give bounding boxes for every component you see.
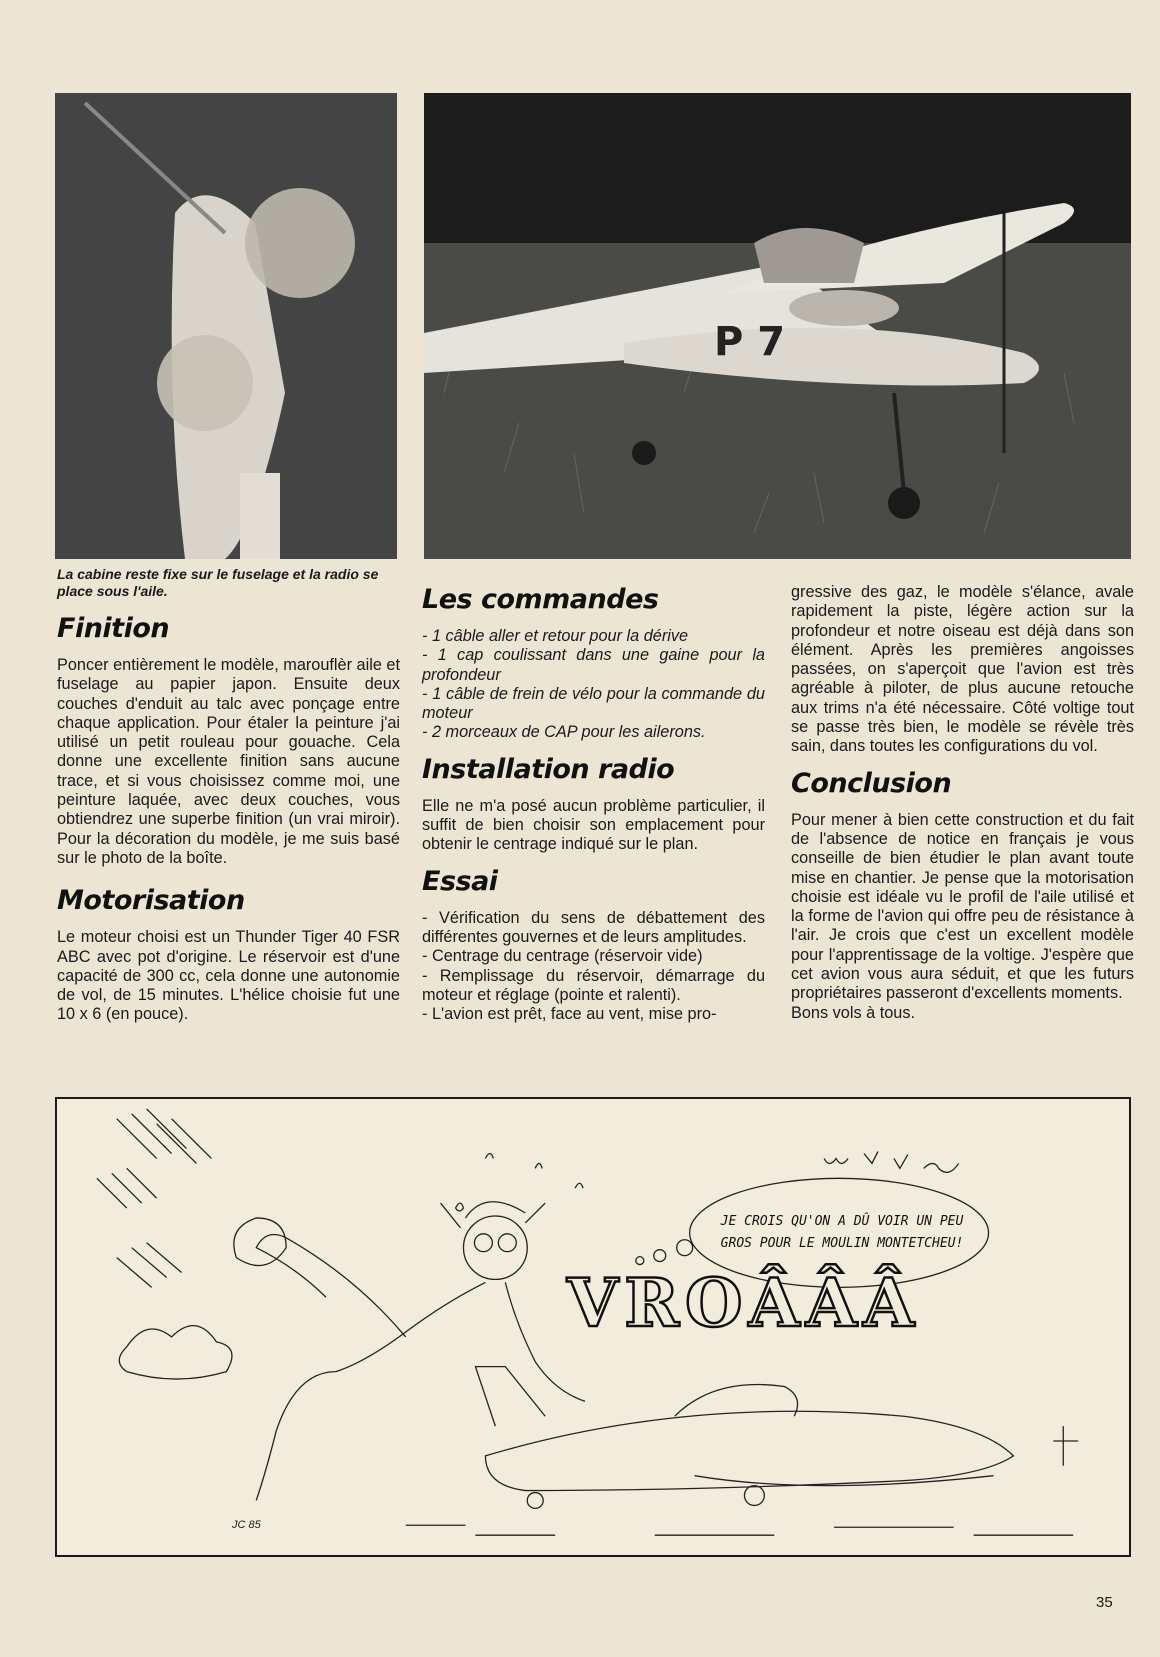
essai-item: - Vérification du sens de débattement des différentes gouvernes et de leurs amplitudes. [422,908,765,946]
artist-signature: JC 85 [232,1519,261,1531]
speech-bubble-text: JE CROIS QU'ON A DÛ VOIR UN PEU GROS POUR LE MOULIN MONTETCHEU! [720,1214,964,1251]
page-number: 35 [1096,1594,1113,1611]
heading-conclusion: Conclusion [791,767,952,799]
photo-fuselage-radio [55,93,397,559]
conclusion-text: Pour mener à bien cette construction et du fait de l'absence de notice en français je vous conseille de bien étudier le plan avant toute mise en chantier. Je pense que la motorisation choisie est idéale vu le profil de l'aile utilisé et la forme de l'avion qui offre peu de résistance à l'air. Je crois que c'est un excellent modèle pour l'apprentissage de la voltige. J'espère que cet avion vous aura séduit, et que les futurs propriétaires passeront d'excellents moments. [791,810,1134,1003]
heading-finition: Finition [57,613,170,644]
heading-installation-radio: Installation radio [422,753,675,785]
heading-commandes: Les commandes [422,584,659,615]
column-3 [791,583,1134,1023]
photo-plane-on-grass [424,93,1131,559]
heading-motorisation: Motorisation [57,885,245,917]
essai-item: - L'avion est prêt, face au vent, mise pro- [422,1005,717,1024]
finition-text: Poncer entièrement le modèle, marouflèr aile et fuselage au papier japon. Ensuite deux couches d'enduit au talc avec ponçage entre chaque application. Pour étaler la peinture j'ai utilisé un petit rouleau pour gouache. Cela donne une excellente finition sans aucune trace, et si vous choisissez comme moi, une peinture laquée, avec deux couches, vous obtiendrez une superbe finition (un vrai miroir). Pour la décoration du modèle, je me suis basé sur le photo de la boîte. [57,656,400,867]
column-1 [57,612,400,1025]
plane-marking: P 7 [714,319,786,365]
essai-item: - Remplissage du réservoir, démarrage du moteur et réglage (pointe et ralenti). [422,966,765,1004]
motorisation-text: Le moteur choisi est un Thunder Tiger 40 FSR ABC avec pot d'origine. Le réservoir est d'une capacité de 300 cc, cela donne une autonomie de vol, de 15 minutes. L'hélice choisie fut une 10 x 6 (en pouce). [57,928,400,1024]
commande-item: - 1 câble de frein de vélo pour la commande du moteur [422,684,765,723]
cartoon-panel [55,1097,1131,1557]
photo-caption: La cabine reste fixe sur le fuselage et la radio se place sous l'aile. [57,566,379,599]
commande-item: - 2 morceaux de CAP pour les ailerons. [422,723,706,742]
sound-effect-text: VROÂÂÂ [567,1264,921,1342]
commande-item: - 1 cap coulissant dans une gaine pour la profondeur [422,646,765,684]
heading-essai: Essai [422,865,498,897]
installation-text: Elle ne m'a posé aucun problème particulier, il suffit de bien choisir son emplacement pour obtenir le centrage indiqué sur le plan. [422,796,765,854]
conclusion-signoff: Bons vols à tous. [791,1003,915,1022]
essai-item: - Centrage du centrage (réservoir vide) [422,947,703,966]
essai-continued-text: gressive des gaz, le modèle s'élance, avale rapidement la piste, légère action sur la profondeur et notre oiseau est déjà dans son élément. Après les premières angoisses passées, on s'aperçoit que l'avion est très agréable à piloter, de plus aucune retouche aux trims n'a été nécessaire. Côté voltige tout se passe très bien, le modèle se révèle très sain, dans toutes les configurations du vol. [791,583,1134,756]
commande-item: - 1 câble aller et retour pour la dérive [422,627,689,645]
column-2 [422,583,765,1024]
